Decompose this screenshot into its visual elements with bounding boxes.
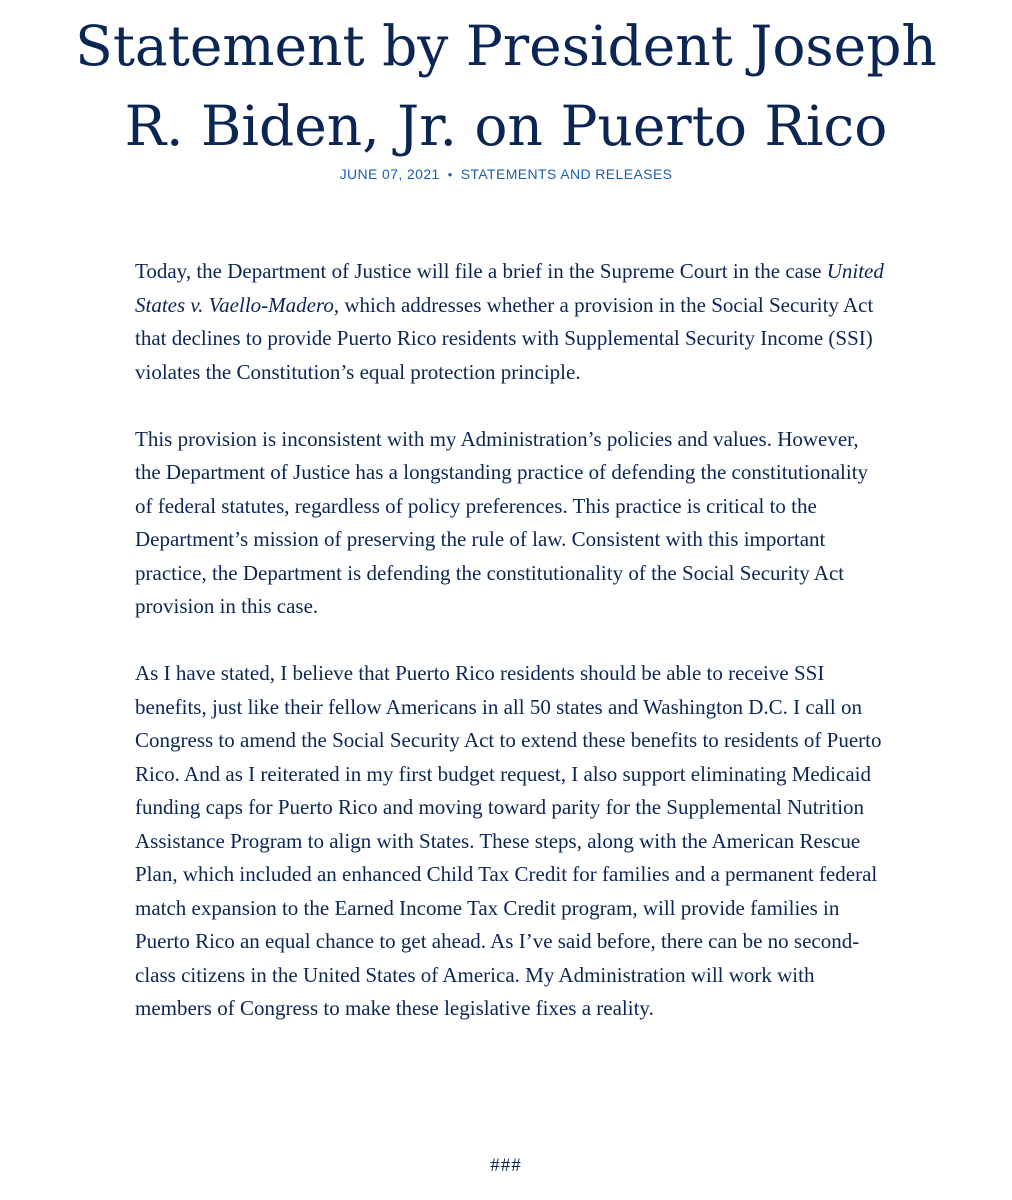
paragraph-2: This provision is inconsistent with my Administration’s policies and values. However, the Department of Justice has a longstanding practice of defending the constitutionality of federal statutes, regardless of policy preferences. This practice is critical to the Department’s mission of preserving the rule of law. Consistent with this important practice, the Department is defending the constitutionality of the Social Security Act provision in this case. xyxy=(135,426,869,618)
paragraph-1-text-start: Today, the Department of Justice will file a brief in the Supreme Court in the case xyxy=(135,259,827,283)
paragraph-1 xyxy=(135,255,885,389)
post-date: JUNE 07, 2021 xyxy=(339,166,440,182)
paragraph-1-text-end: , which addresses whether a provision in the Social Security Act that declines to provide Puerto Rico residents with Supplemental Security Income (SSI) violates the Constitution’s equal protection principle. xyxy=(135,292,874,384)
page-title: Statement by President Joseph R. Biden, Jr. on Puerto Rico xyxy=(75,14,937,158)
post-meta xyxy=(0,165,1012,184)
category-link[interactable]: STATEMENTS AND RELEASES xyxy=(460,166,673,182)
statement-body xyxy=(135,255,885,1059)
meta-separator: • xyxy=(447,167,453,182)
paragraph-3: As I have stated, I believe that Puerto Rico residents should be able to receive SSI benefits, just like their fellow Americans in all 50 states and Washington D.C. I call on Congress to amend the Social Security Act to extend these benefits to residents of Puerto Rico. And as I reiterated in my first budget request, I also support eliminating Medicaid funding caps for Puerto Rico and moving toward parity for the Supplemental Nutrition Assistance Program to align with States. These steps, along with the American Rescue Plan, which included an enhanced Child Tax Credit for families and a permanent federal match expansion to the Earned Income Tax Credit program, will provide families in Puerto Rico an equal chance to get ahead. As I’ve said before, there can be no second-class citizens in the United States of America. My Administration will work with members of Congress to make these legislative fixes a reality. xyxy=(135,661,882,1020)
case-name: United States v. Vaello-Madero xyxy=(135,259,884,317)
end-mark: ### xyxy=(490,1155,522,1176)
